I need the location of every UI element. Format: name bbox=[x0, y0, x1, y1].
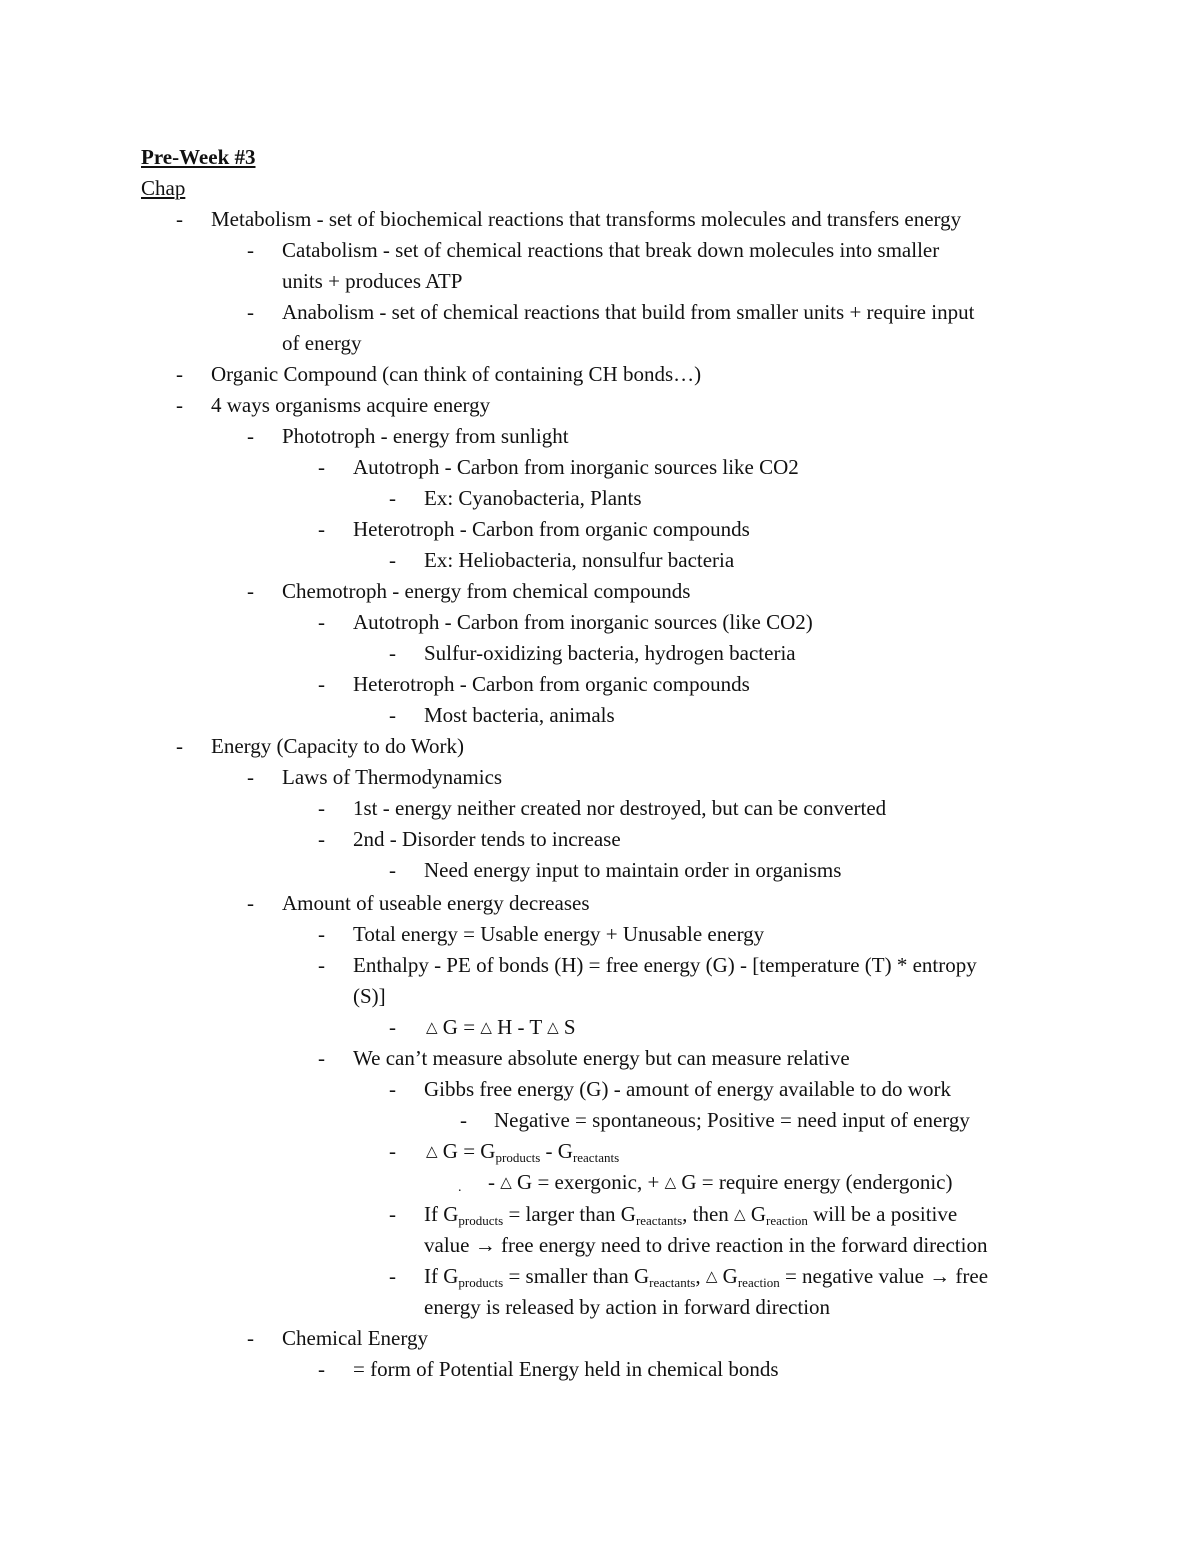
list-item: Laws of Thermodynamics bbox=[282, 765, 503, 789]
list-item: Chemotroph - energy from chemical compounds bbox=[282, 579, 691, 603]
text-part: If G bbox=[424, 1202, 459, 1226]
subscript: products bbox=[495, 1150, 541, 1165]
list-item: Organic Compound (can think of containing CH bonds…) bbox=[211, 362, 702, 386]
subscript: products bbox=[458, 1275, 504, 1290]
list-item: 1st - energy neither created nor destroyed, but can be converted bbox=[353, 796, 887, 820]
list-item: Autotroph - Carbon from inorganic sources like CO2 bbox=[353, 455, 799, 479]
bullet-dash: - bbox=[389, 548, 396, 572]
text-part: will be a positive bbox=[807, 1202, 958, 1226]
bullet-dash: - bbox=[247, 891, 254, 915]
bullet-dash: - bbox=[318, 827, 325, 851]
list-item-continuation: units + produces ATP bbox=[282, 269, 463, 293]
list-item: Autotroph - Carbon from inorganic sources (like CO2) bbox=[353, 610, 813, 634]
delta-symbol: △ bbox=[426, 1020, 438, 1036]
delta-symbol: △ bbox=[547, 1020, 559, 1036]
list-item: Most bacteria, animals bbox=[424, 703, 615, 727]
list-item: Anabolism - set of chemical reactions that build from smaller units + require input bbox=[282, 300, 975, 324]
equation-part: H - T bbox=[491, 1015, 548, 1039]
list-item: Energy (Capacity to do Work) bbox=[211, 734, 464, 758]
subscript: products bbox=[458, 1213, 504, 1228]
bullet-dash: - bbox=[247, 579, 254, 603]
list-item: Ex: Cyanobacteria, Plants bbox=[424, 486, 642, 510]
list-item: Amount of useable energy decreases bbox=[282, 891, 590, 915]
bullet-dash: - bbox=[247, 1326, 254, 1350]
list-item: Enthalpy - PE of bonds (H) = free energy (G) - [temperature (T) * entropy bbox=[353, 953, 977, 977]
text-part: G = require energy (endergonic) bbox=[676, 1170, 953, 1194]
bullet-dash: - bbox=[389, 1264, 396, 1288]
text-part: = larger than G bbox=[503, 1202, 636, 1226]
section-heading: Chap bbox=[141, 176, 186, 200]
text-part: G = exergonic, + bbox=[511, 1170, 665, 1194]
text-part: G bbox=[717, 1264, 738, 1288]
list-item: 2nd - Disorder tends to increase bbox=[353, 827, 621, 851]
bullet-dash: - bbox=[247, 300, 254, 324]
bullet-dash: - bbox=[389, 1202, 396, 1226]
subscript: reactants bbox=[572, 1150, 620, 1165]
list-item: Total energy = Usable energy + Unusable energy bbox=[353, 922, 765, 946]
list-item-exergonic bbox=[488, 1167, 952, 1201]
bullet-dash: - bbox=[318, 610, 325, 634]
delta-symbol: △ bbox=[664, 1175, 677, 1191]
list-item: Ex: Heliobacteria, nonsulfur bacteria bbox=[424, 548, 735, 572]
text-part: = negative value → free bbox=[779, 1264, 989, 1288]
bullet-dash: - bbox=[389, 1139, 396, 1163]
equation-part: S bbox=[558, 1015, 576, 1039]
text-part: , bbox=[695, 1264, 706, 1288]
bullet-dash: - bbox=[318, 796, 325, 820]
bullet-dash: - bbox=[176, 734, 183, 758]
list-item-negative bbox=[424, 1261, 988, 1295]
text-part: If G bbox=[424, 1264, 459, 1288]
delta-symbol: △ bbox=[734, 1207, 746, 1223]
list-item-positive bbox=[424, 1199, 957, 1233]
bullet-dash: - bbox=[176, 362, 183, 386]
bullet-dash: - bbox=[488, 1170, 501, 1194]
bullet-dash: - bbox=[318, 1046, 325, 1070]
list-item: Sulfur-oxidizing bacteria, hydrogen bacteria bbox=[424, 641, 796, 665]
delta-symbol: △ bbox=[426, 1144, 438, 1160]
bullet-dash: - bbox=[176, 207, 183, 231]
text-part: , then bbox=[682, 1202, 735, 1226]
list-item: We can’t measure absolute energy but can measure relative bbox=[353, 1046, 850, 1070]
list-item: = form of Potential Energy held in chemical bonds bbox=[353, 1357, 779, 1381]
list-item: Metabolism - set of biochemical reactions that transforms molecules and transfers energy bbox=[211, 207, 962, 231]
list-item-continuation: value → free energy need to drive reaction in the forward direction bbox=[424, 1233, 988, 1257]
bullet-dash: - bbox=[389, 486, 396, 510]
list-item: Gibbs free energy (G) - amount of energy available to do work bbox=[424, 1077, 951, 1101]
text-part: = smaller than G bbox=[503, 1264, 650, 1288]
list-item: Negative = spontaneous; Positive = need input of energy bbox=[494, 1108, 970, 1132]
list-item-continuation: energy is released by action in forward direction bbox=[424, 1295, 831, 1319]
list-item-continuation: of energy bbox=[282, 331, 362, 355]
bullet-dash: - bbox=[389, 1015, 396, 1039]
list-item: 4 ways organisms acquire energy bbox=[211, 393, 491, 417]
bullet-dash: - bbox=[318, 1357, 325, 1381]
bullet-dash: - bbox=[460, 1108, 467, 1132]
bullet-dash: - bbox=[318, 953, 325, 977]
page-title: Pre-Week #3 bbox=[141, 145, 256, 169]
delta-symbol: △ bbox=[500, 1175, 512, 1191]
subscript: reaction bbox=[737, 1275, 780, 1290]
bullet-dash: - bbox=[247, 238, 254, 262]
list-item-continuation: (S)] bbox=[353, 984, 386, 1008]
equation-gibbs bbox=[426, 1136, 619, 1170]
equation-part: G = G bbox=[437, 1139, 496, 1163]
bullet-dash: - bbox=[389, 858, 396, 882]
delta-symbol: △ bbox=[705, 1269, 718, 1285]
list-item: Heterotroph - Carbon from organic compounds bbox=[353, 672, 750, 696]
stray-dot: . bbox=[458, 1180, 462, 1195]
equation-part: G = bbox=[437, 1015, 481, 1039]
list-item: Heterotroph - Carbon from organic compounds bbox=[353, 517, 750, 541]
delta-symbol: △ bbox=[480, 1020, 492, 1036]
subscript: reactants bbox=[635, 1213, 683, 1228]
bullet-dash: - bbox=[176, 393, 183, 417]
subscript: reactants bbox=[649, 1275, 696, 1290]
list-item: Need energy input to maintain order in organisms bbox=[424, 858, 842, 882]
bullet-dash: - bbox=[247, 424, 254, 448]
bullet-dash: - bbox=[389, 641, 396, 665]
bullet-dash: - bbox=[318, 672, 325, 696]
bullet-dash: - bbox=[389, 703, 396, 727]
bullet-dash: - bbox=[389, 1077, 396, 1101]
list-item: Phototroph - energy from sunlight bbox=[282, 424, 569, 448]
list-item: Catabolism - set of chemical reactions that break down molecules into smaller bbox=[282, 238, 940, 262]
text-part: G bbox=[745, 1202, 767, 1226]
list-item: Chemical Energy bbox=[282, 1326, 428, 1350]
equation-delta-g bbox=[426, 1012, 576, 1046]
equation-part: - G bbox=[540, 1139, 573, 1163]
bullet-dash: - bbox=[318, 922, 325, 946]
subscript: reaction bbox=[766, 1213, 808, 1228]
bullet-dash: - bbox=[318, 517, 325, 541]
bullet-dash: - bbox=[247, 765, 254, 789]
bullet-dash: - bbox=[318, 455, 325, 479]
